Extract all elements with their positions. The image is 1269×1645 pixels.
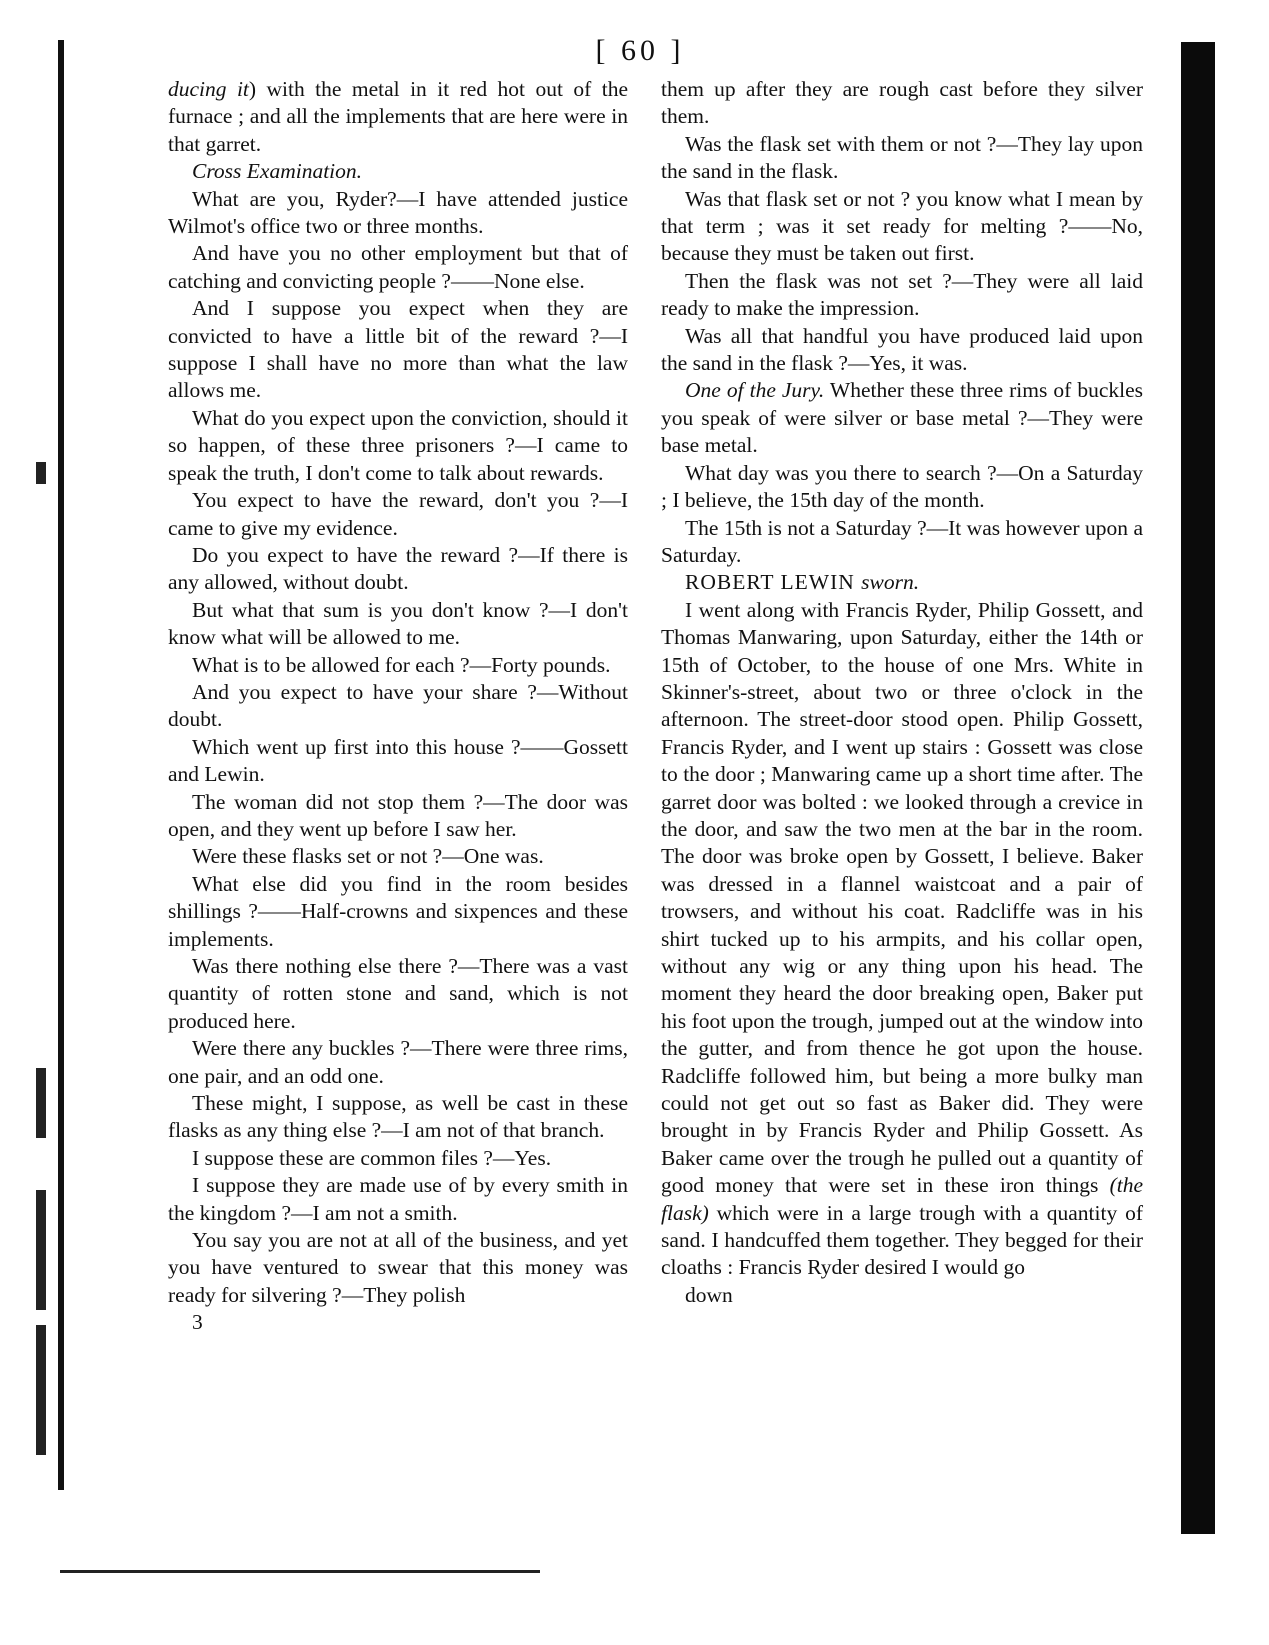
text-fragment: ) with the metal in it red hot out of the furnace ; and all the implements that are here were in that garret.: [168, 77, 628, 156]
text-fragment: I went along with Francis Ryder, Philip Gossett, and Thomas Manwaring, upon Saturday, either the 14th or 15th of October, to the house of one Mrs. White in Skinner's-street, about two or three o'clock in the afternoon. The street-door stood open. Philip Gossett, Francis Ryder, and I went up stairs : Gossett was close to the door ; Manwaring came up a short time after. The garret door was bolted : we looked through a crevice in the door, and saw the two men at the bar in the room. The door was broke open by Gossett, I believe. Baker was dressed in a flannel waistcoat and a pair of trowsers, and without his coat. Radcliffe was in his shirt tucked up to his armpits, and his collar open, without any wig or any thing upon his head. The moment they heard the door breaking open, Baker put his foot upon the trough, jumped out at the window into the gutter, and from thence he got upon the house. Radcliffe followed him, but being a more bulky man could not get out so fast as Baker did. They were brought in by Francis Ryder and Philip Gossett. As Baker came over the trough he pulled out a quantity of good money that were set in these iron things: [661, 597, 1143, 1198]
paragraph: What do you expect upon the conviction, should it so happen, of these three prisoners ?—I came to speak the truth, I don't come to talk about rewards.: [168, 405, 628, 485]
paragraph: What are you, Ryder?—I have attended justice Wilmot's office two or three months.: [168, 186, 628, 239]
catchword: down: [685, 1282, 733, 1307]
paragraph: And have you no other employment but that of catching and convicting people ?——None else.: [168, 241, 628, 293]
paragraph: You expect to have the reward, don't you ?—I came to give my evidence.: [168, 488, 628, 540]
paragraph: Do you expect to have the reward ?—If there is any allowed, without doubt.: [168, 542, 628, 595]
witness-name: ROBERT LEWIN: [685, 570, 855, 595]
paragraph: I suppose these are common files ?—Yes.: [192, 1145, 552, 1170]
right-paragraphs: [661, 460, 1143, 570]
paragraph: What is to be allowed for each ?—Forty pounds.: [192, 652, 611, 677]
continued-paragraph: them up after they are rough cast before they silver them.: [661, 77, 1143, 129]
scan-mark: [36, 1068, 46, 1138]
paragraph: Was there nothing else there ?—There was a vast quantity of rotten stone and sand, which is not produced here.: [168, 954, 628, 1033]
paragraph: But what that sum is you don't know ?—I don't know what will be allowed to me.: [168, 597, 628, 650]
paragraph: And you expect to have your share ?—Without doubt.: [168, 679, 628, 732]
scan-mark: [36, 1325, 46, 1455]
scan-mark: [36, 1190, 46, 1310]
page-number: [ 60 ]: [595, 34, 685, 67]
left-paragraphs: [168, 186, 628, 1310]
signature-mark: 3: [192, 1310, 203, 1335]
paragraph: The woman did not stop them ?—The door was open, and they went up before I saw her.: [168, 789, 628, 841]
paragraph: Was the flask set with them or not ?—They lay upon the sand in the flask.: [661, 131, 1143, 184]
paragraph: What day was you there to search ?—On a Saturday ; I believe, the 15th day of the month.: [661, 460, 1143, 513]
paragraph: And I suppose you expect when they are convicted to have a little bit of the reward ?—I suppose I shall have no more than what the law allows me.: [168, 296, 628, 403]
testimony-paragraph: [661, 597, 1143, 1282]
paragraph: You say you are not at all of the business, and yet you have ventured to swear that this money was ready for silvering ?—They polish: [168, 1228, 628, 1307]
scan-mark: [36, 462, 46, 484]
italic-fragment: ducing it: [168, 77, 249, 101]
paragraph: Were there any buckles ?—There were three rims, one pair, and an odd one.: [168, 1036, 628, 1088]
jury-question: [661, 377, 1143, 459]
paragraph: Which went up first into this house ?——Gossett and Lewin.: [168, 734, 628, 787]
left-column: [168, 76, 628, 1337]
paragraph: Then the flask was not set ?—They were all laid ready to make the impression.: [661, 268, 1143, 321]
paragraph: The 15th is not a Saturday ?—It was however upon a Saturday.: [661, 515, 1143, 567]
italic-fragment: (the flask): [661, 1173, 1143, 1225]
paragraph: These might, I suppose, as well be cast in these flasks as any thing else ?—I am not of that branch.: [168, 1091, 628, 1143]
right-column: [661, 76, 1143, 1309]
text-fragment: which were in a large trough with a quantity of sand. I handcuffed them together. They begged for their cloaths : Francis Ryder desired I would go: [661, 1200, 1143, 1280]
left-margin-rule: [58, 40, 64, 1490]
paragraph: I suppose they are made use of by every smith in the kingdom ?—I am not a smith.: [168, 1173, 628, 1225]
paragraph: Were these flasks set or not ?—One was.: [192, 844, 544, 869]
paragraph: Was that flask set or not ? you know what I mean by that term ; was it set ready for melting ?——No, because they must be taken out first.: [661, 186, 1143, 266]
section-heading: Cross Examination.: [192, 159, 363, 184]
paragraph: What else did you find in the room besides shillings ?——Half-crowns and sixpences and these implements.: [168, 871, 628, 951]
jury-label: One of the Jury.: [685, 378, 825, 403]
paragraph: Was all that handful you have produced laid upon the sand in the flask ?—Yes, it was.: [661, 323, 1143, 376]
jury-text: Whether these three rims of buckles you speak of were silver or base metal ?—They were base metal.: [661, 378, 1144, 458]
right-scan-edge: [1181, 42, 1215, 1534]
witness-sworn: sworn.: [861, 570, 920, 595]
witness-heading: [661, 569, 1143, 596]
continued-paragraph: [168, 76, 628, 158]
bottom-rule: [60, 1570, 540, 1573]
right-paragraphs: [661, 131, 1143, 378]
